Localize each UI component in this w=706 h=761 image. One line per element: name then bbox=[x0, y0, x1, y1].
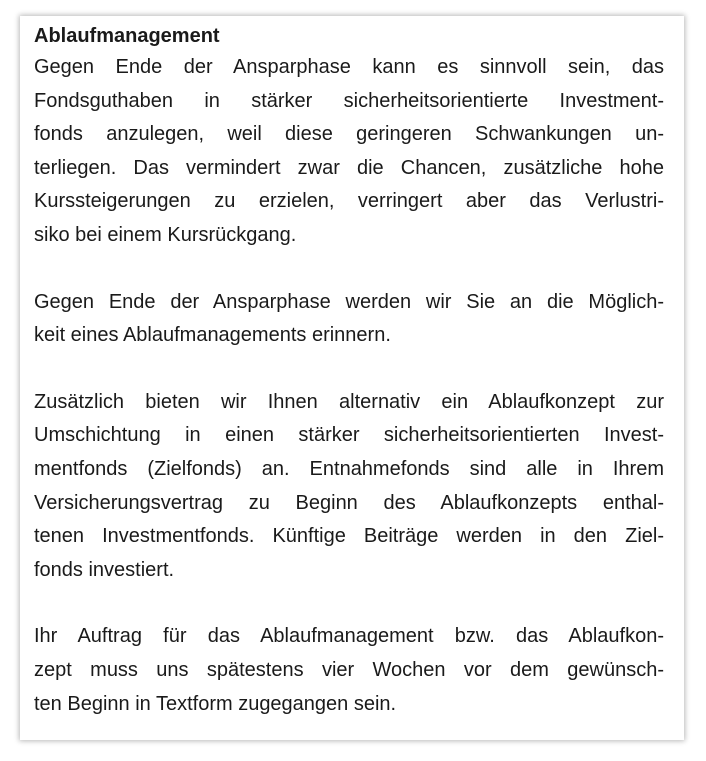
paragraph-line: fonds investiert. bbox=[34, 558, 175, 581]
paragraph-line: Ihr Auftrag für das Ablaufmanagement bzw. das Ablaufkon- bbox=[34, 625, 664, 648]
paragraph-spacer bbox=[34, 587, 670, 620]
paragraph-1 bbox=[34, 51, 670, 253]
paragraph-line: terliegen. Das vermindert zwar die Chancen, zusätzliche hohe bbox=[34, 156, 664, 179]
paragraph-3 bbox=[34, 386, 670, 588]
paragraph-line: Versicherungsvertrag zu Beginn des Ablaufkonzepts enthal- bbox=[34, 491, 664, 514]
paragraph-line: siko bei einem Kursrückgang. bbox=[34, 223, 297, 246]
paragraph-line: zept muss uns spätestens vier Wochen vor dem gewünsch- bbox=[34, 658, 664, 681]
paragraph-spacer bbox=[34, 353, 670, 386]
paragraph-line: Gegen Ende der Ansparphase kann es sinnvoll sein, das bbox=[34, 56, 664, 78]
paragraph-line: Umschichtung in einen stärker sicherheitsorientierten Invest- bbox=[34, 424, 664, 447]
paragraph-line: Fondsguthaben in stärker sicherheitsorientierte Investment- bbox=[34, 89, 664, 112]
paragraph-line: Gegen Ende der Ansparphase werden wir Sie an die Möglich- bbox=[34, 290, 664, 313]
paragraph-4 bbox=[34, 620, 670, 721]
paragraph-line: mentfonds (Zielfonds) an. Entnahmefonds sind alle in Ihrem bbox=[34, 457, 664, 480]
paragraph-line: ten Beginn in Textform zugegangen sein. bbox=[34, 692, 397, 715]
paragraph-line: Kurssteigerungen zu erzielen, verringert aber das Verlustri- bbox=[34, 190, 664, 213]
section-heading: Ablaufmanagement bbox=[34, 25, 220, 47]
paragraph-spacer bbox=[34, 253, 670, 286]
document-page bbox=[20, 16, 684, 740]
paragraph-line: tenen Investmentfonds. Künftige Beiträge werden in den Ziel- bbox=[34, 525, 664, 548]
paragraph-line: Zusätzlich bieten wir Ihnen alternativ ein Ablaufkonzept zur bbox=[34, 390, 664, 413]
paragraph-line: keit eines Ablaufmanagements erinnern. bbox=[34, 324, 391, 347]
paragraph-line: fonds anzulegen, weil diese geringeren Schwankungen un- bbox=[34, 123, 664, 146]
paragraph-2 bbox=[34, 286, 670, 353]
